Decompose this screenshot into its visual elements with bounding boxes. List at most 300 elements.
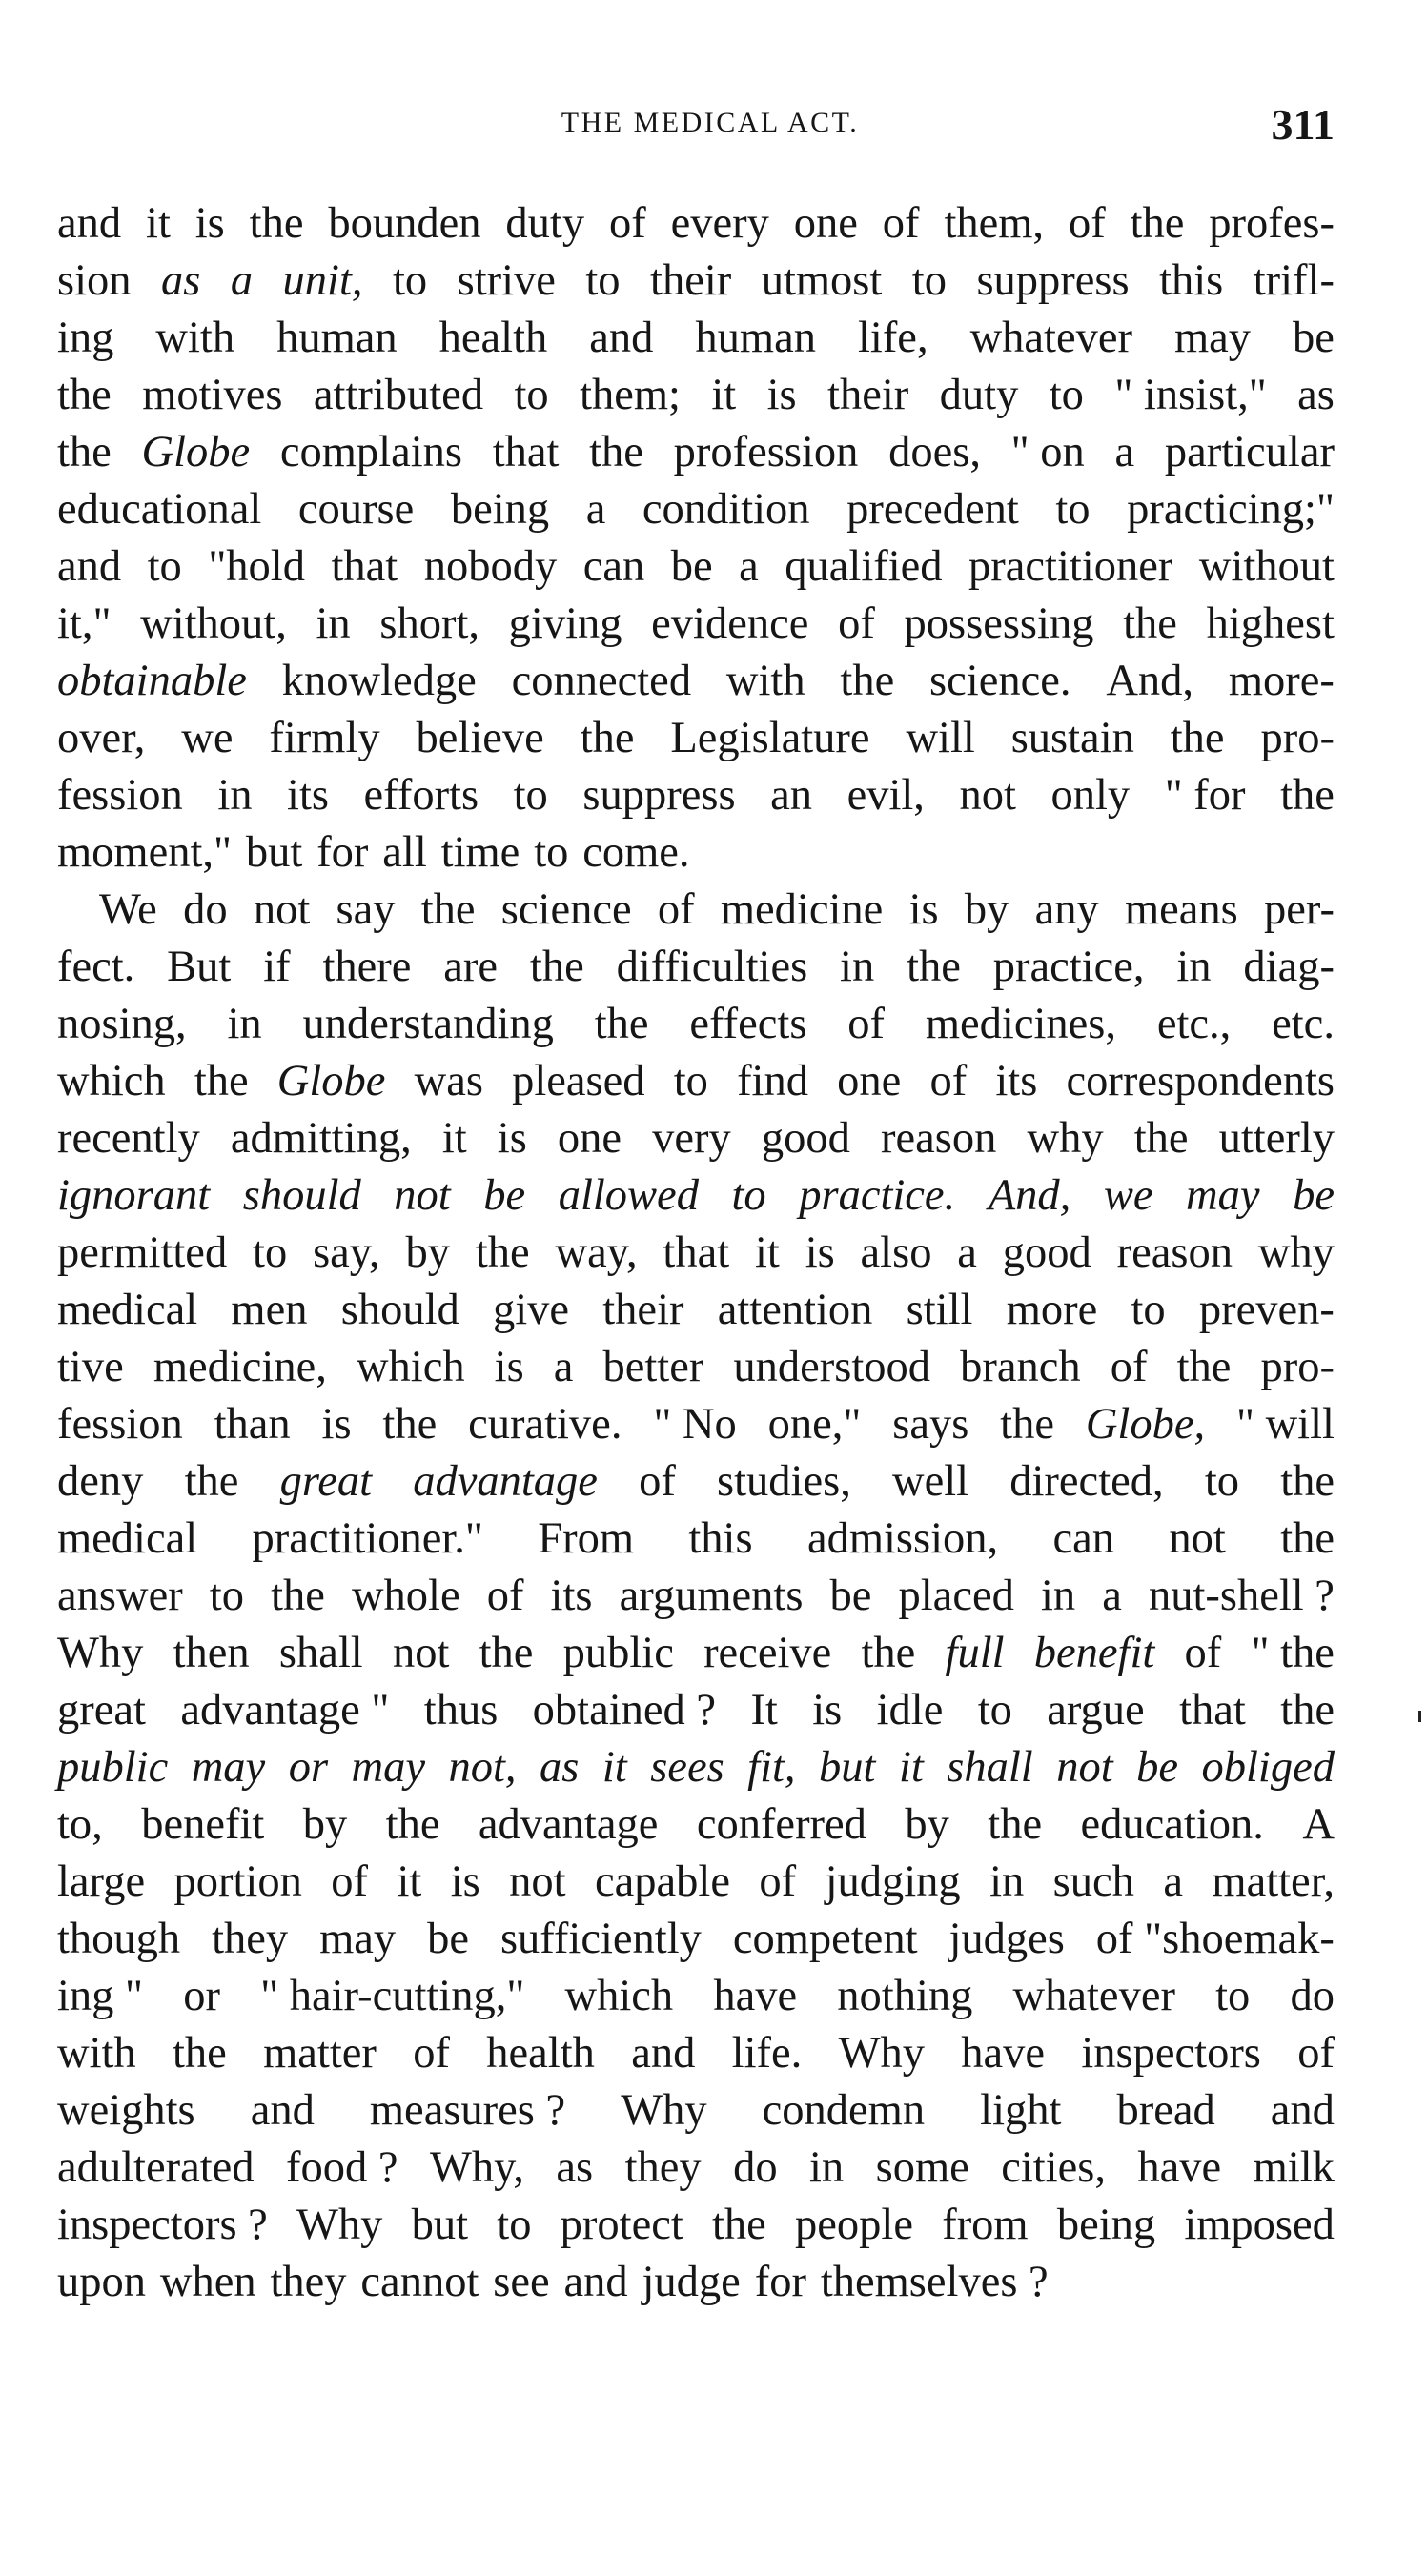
word: a xyxy=(553,1343,574,1391)
word: the xyxy=(907,943,961,991)
word: be xyxy=(1136,1743,1178,1792)
text-line xyxy=(57,596,1335,653)
word: competent xyxy=(732,1915,918,1963)
word: " for xyxy=(1164,771,1246,820)
word: to xyxy=(534,828,569,877)
paragraph-2 xyxy=(57,882,1335,2311)
word: life, xyxy=(857,314,928,362)
word: trifl- xyxy=(1253,256,1335,305)
word: Why xyxy=(838,2029,925,2078)
word: milk xyxy=(1253,2143,1335,2192)
word: is xyxy=(194,199,225,248)
word: of xyxy=(608,199,646,248)
word: sustain xyxy=(1010,714,1134,762)
word: weights xyxy=(57,2086,195,2135)
word: is xyxy=(321,1400,352,1449)
word: large xyxy=(57,1857,146,1906)
word: of xyxy=(1068,199,1106,248)
word: the xyxy=(249,199,304,248)
word: that xyxy=(492,428,560,477)
word: cannot xyxy=(360,2258,479,2306)
word: with xyxy=(155,314,235,362)
word: to, xyxy=(57,1800,103,1849)
word: whatever xyxy=(1012,1972,1175,2020)
word: health xyxy=(486,2029,595,2078)
text-line xyxy=(57,882,1335,939)
word: they xyxy=(624,2143,702,2192)
word: is xyxy=(805,1228,835,1277)
word: being xyxy=(1056,2201,1156,2249)
word: matter, xyxy=(1212,1857,1335,1906)
word: branch xyxy=(960,1343,1081,1391)
word: " No xyxy=(653,1400,737,1449)
word: attributed xyxy=(313,371,484,419)
word: the xyxy=(529,943,584,991)
word: utterly xyxy=(1218,1114,1335,1163)
word: "hold xyxy=(208,542,305,591)
word: says xyxy=(892,1400,969,1449)
text-line xyxy=(57,710,1335,767)
word: profes- xyxy=(1209,199,1335,248)
word: the xyxy=(1123,599,1177,648)
word: Globe xyxy=(276,1057,386,1105)
text-line xyxy=(57,824,1335,882)
word: it xyxy=(898,1743,924,1792)
word: " on xyxy=(1010,428,1085,477)
word: A xyxy=(1302,1800,1335,1849)
word: understood xyxy=(733,1343,931,1391)
word: the xyxy=(1133,1114,1189,1163)
word: " hair-cutting," xyxy=(260,1972,525,2020)
word: can xyxy=(1052,1514,1115,1563)
word: believe xyxy=(416,714,544,762)
word: not xyxy=(1056,1743,1113,1792)
text-line xyxy=(57,2254,1335,2311)
word: shall xyxy=(947,1743,1033,1792)
text-line xyxy=(57,996,1335,1053)
word: attention xyxy=(717,1286,873,1334)
word: be xyxy=(427,1915,469,1963)
word: And, xyxy=(988,1171,1071,1220)
word: precedent xyxy=(846,485,1019,534)
word: to xyxy=(392,256,428,305)
word: its xyxy=(287,771,329,820)
word: as xyxy=(556,2143,594,2192)
word: are xyxy=(443,943,499,991)
word: a xyxy=(585,485,606,534)
word: We xyxy=(99,885,157,934)
word: in xyxy=(1040,1572,1076,1620)
word: conferred xyxy=(696,1800,866,1849)
word: to xyxy=(977,1686,1012,1734)
word: for xyxy=(316,828,369,877)
word: qualified xyxy=(785,542,943,591)
word: It xyxy=(750,1686,778,1734)
word: their xyxy=(602,1286,684,1334)
word: is xyxy=(908,885,939,934)
word: Why xyxy=(621,2086,707,2135)
word: should xyxy=(242,1171,361,1220)
word: pro- xyxy=(1260,714,1335,762)
text-line xyxy=(57,653,1335,710)
word: judge xyxy=(642,2258,741,2306)
word: whatever xyxy=(969,314,1132,362)
word: only xyxy=(1050,771,1131,820)
text-line xyxy=(57,310,1335,367)
word: its xyxy=(550,1572,593,1620)
word: it xyxy=(146,199,171,248)
word: deny xyxy=(57,1457,144,1506)
word: practicing;" xyxy=(1127,485,1335,534)
word: knowledge xyxy=(281,657,477,705)
word: duty xyxy=(939,371,1019,419)
word: the xyxy=(1170,714,1225,762)
word: why xyxy=(1257,1228,1335,1277)
word: of xyxy=(413,2029,450,2078)
word: may xyxy=(319,1915,397,1963)
word: the xyxy=(1280,1457,1335,1506)
word: may xyxy=(191,1743,266,1792)
word: to xyxy=(1204,1457,1239,1506)
word: without, xyxy=(140,599,287,648)
word: obtained ? xyxy=(532,1686,717,1734)
word: to xyxy=(147,542,182,591)
word: may xyxy=(1186,1171,1260,1220)
word: etc. xyxy=(1272,1000,1335,1048)
word: public xyxy=(57,1743,169,1792)
text-line xyxy=(57,538,1335,596)
word: human xyxy=(695,314,816,362)
word: that xyxy=(663,1228,730,1277)
word: it xyxy=(755,1228,780,1277)
word: preven- xyxy=(1198,1286,1335,1334)
word: ignorant xyxy=(57,1171,211,1220)
word: the xyxy=(172,2029,227,2078)
word: connected xyxy=(511,657,692,705)
word: motives xyxy=(142,371,283,419)
word: not xyxy=(509,1857,566,1906)
word: and xyxy=(631,2029,696,2078)
word: a xyxy=(739,542,759,591)
word: without xyxy=(1198,542,1335,591)
word: of xyxy=(1297,2029,1335,2078)
word: is xyxy=(494,1343,524,1391)
word: inspectors xyxy=(1081,2029,1261,2078)
word: well xyxy=(892,1457,969,1506)
word: by xyxy=(405,1228,450,1277)
word: over, xyxy=(57,714,146,762)
word: of xyxy=(929,1057,968,1105)
word: profession xyxy=(673,428,859,477)
word: of xyxy=(1110,1343,1148,1391)
word: more xyxy=(1006,1286,1098,1334)
text-line xyxy=(57,1568,1335,1625)
word: to xyxy=(253,1228,288,1277)
word: with xyxy=(725,657,805,705)
word: whole xyxy=(351,1572,460,1620)
word: that xyxy=(1179,1686,1246,1734)
word: evidence xyxy=(651,599,809,648)
word: of xyxy=(639,1457,676,1506)
word: studies, xyxy=(717,1457,851,1506)
word: of xyxy=(882,199,920,248)
word: the xyxy=(1176,1343,1232,1391)
word: imposed xyxy=(1184,2201,1335,2249)
word: nobody xyxy=(423,542,558,591)
word: of "shoemak- xyxy=(1095,1915,1335,1963)
word: the xyxy=(385,1800,440,1849)
text-line xyxy=(57,1968,1335,2025)
word: medicines, xyxy=(925,1000,1117,1048)
word: allowed xyxy=(558,1171,699,1220)
word: the xyxy=(475,1228,530,1277)
word: fession xyxy=(57,771,183,820)
word: medicine xyxy=(720,885,884,934)
word: to xyxy=(1055,485,1091,534)
running-head xyxy=(57,100,1335,164)
word: bread xyxy=(1116,2086,1215,2135)
word: particular xyxy=(1164,428,1335,477)
text-line xyxy=(57,2197,1335,2254)
word: understanding xyxy=(302,1000,554,1048)
word: And, xyxy=(1106,657,1194,705)
text-line xyxy=(57,1167,1335,1225)
word: upon xyxy=(57,2258,146,2306)
word: have xyxy=(713,1972,798,2020)
word: nosing, xyxy=(57,1000,187,1048)
word: that xyxy=(331,542,398,591)
word: an xyxy=(770,771,812,820)
word: " the xyxy=(1251,1629,1335,1677)
word: the xyxy=(271,1572,325,1620)
word: giving xyxy=(508,599,622,648)
word: unit, xyxy=(282,256,363,305)
word: in xyxy=(227,1000,262,1048)
word: and xyxy=(1270,2086,1335,2135)
word: as xyxy=(160,256,201,305)
word: of xyxy=(759,1857,797,1906)
word: to xyxy=(585,256,621,305)
word: reason xyxy=(881,1114,997,1163)
word: a xyxy=(1102,1572,1122,1620)
word: permitted xyxy=(57,1228,228,1277)
word: was xyxy=(414,1057,483,1105)
word: and xyxy=(250,2086,315,2135)
word: practice, xyxy=(992,943,1145,991)
word: benefit xyxy=(1033,1629,1155,1677)
word: possessing xyxy=(904,599,1094,648)
paragraph-1 xyxy=(57,195,1335,882)
word: thus xyxy=(423,1686,499,1734)
word: do xyxy=(1290,1972,1335,2020)
word: of xyxy=(1184,1629,1222,1677)
word: to xyxy=(673,1057,708,1105)
word: the xyxy=(589,428,643,477)
word: not xyxy=(253,885,311,934)
word: to xyxy=(1131,1286,1166,1334)
word: reason xyxy=(1116,1228,1233,1277)
word: one xyxy=(837,1057,902,1105)
text-line xyxy=(57,939,1335,996)
word: measures ? xyxy=(369,2086,566,2135)
word: good xyxy=(1002,1228,1091,1277)
word: it xyxy=(601,1743,627,1792)
word: cities, xyxy=(1001,2143,1106,2192)
word: as xyxy=(1297,371,1335,419)
word: in xyxy=(217,771,253,820)
word: it," xyxy=(57,599,112,648)
word: the xyxy=(1000,1400,1054,1449)
word: as xyxy=(540,1743,580,1792)
word: of xyxy=(657,885,695,934)
word: advantage xyxy=(413,1457,598,1506)
word: means xyxy=(1124,885,1238,934)
word: is xyxy=(450,1857,480,1906)
word: to xyxy=(1049,371,1084,419)
word: we xyxy=(181,714,234,762)
word: great xyxy=(57,1686,146,1734)
word: can xyxy=(582,542,645,591)
word: judging xyxy=(825,1857,961,1906)
word: ing " xyxy=(57,1972,144,2020)
word: public xyxy=(562,1629,674,1677)
word: not xyxy=(1169,1514,1226,1563)
word: then xyxy=(173,1629,250,1677)
word: the xyxy=(57,371,112,419)
word: one," xyxy=(767,1400,862,1449)
word: it xyxy=(711,371,737,419)
word: the xyxy=(861,1629,916,1677)
word: advantage xyxy=(478,1800,659,1849)
word: will xyxy=(906,714,975,762)
word: when xyxy=(159,2258,256,2306)
word: which xyxy=(356,1343,465,1391)
word: may xyxy=(351,1743,426,1792)
word: but xyxy=(411,2201,469,2249)
word: practitioner." xyxy=(252,1514,483,1563)
word: obtainable xyxy=(57,657,247,705)
word: idle xyxy=(876,1686,944,1734)
word: than xyxy=(214,1400,291,1449)
word: obliged xyxy=(1201,1743,1335,1792)
word: should xyxy=(340,1286,459,1334)
word: medical xyxy=(57,1514,198,1563)
word: life. xyxy=(731,2029,803,2078)
margin-mark xyxy=(1418,1711,1421,1722)
word: moment," xyxy=(57,828,233,877)
word: not xyxy=(394,1171,451,1220)
word: find xyxy=(737,1057,808,1105)
text-line xyxy=(57,424,1335,481)
word: a xyxy=(957,1228,977,1277)
word: give xyxy=(492,1286,570,1334)
word: recently xyxy=(57,1114,200,1163)
word: but xyxy=(819,1743,876,1792)
word: do xyxy=(733,2143,778,2192)
word: all xyxy=(382,828,427,877)
word: matter xyxy=(263,2029,377,2078)
text-line xyxy=(57,2025,1335,2082)
word: be xyxy=(670,542,713,591)
word: fect. xyxy=(57,943,135,991)
word: etc., xyxy=(1156,1000,1232,1048)
word: or xyxy=(183,1972,220,2020)
word: is xyxy=(812,1686,843,1734)
word: good xyxy=(761,1114,850,1163)
word: admitting, xyxy=(230,1114,412,1163)
word: more- xyxy=(1228,657,1335,705)
word: the xyxy=(1280,1514,1335,1563)
word: be xyxy=(1293,1171,1335,1220)
word: science. xyxy=(929,657,1071,705)
word: still xyxy=(906,1286,973,1334)
word: to xyxy=(497,2201,532,2249)
page-number: 311 xyxy=(1271,100,1335,149)
word: benefit xyxy=(141,1800,265,1849)
word: sees xyxy=(650,1743,724,1792)
word: judges xyxy=(948,1915,1065,1963)
word: of xyxy=(331,1857,369,1906)
word: " will xyxy=(1235,1400,1335,1449)
word: by xyxy=(302,1800,348,1849)
text-line xyxy=(57,1911,1335,1968)
text-line xyxy=(57,1511,1335,1568)
word: correspondents xyxy=(1066,1057,1335,1105)
word: the xyxy=(184,1457,239,1506)
word: in xyxy=(989,1857,1025,1906)
word: of xyxy=(486,1572,524,1620)
word: their xyxy=(827,371,909,419)
word: if xyxy=(263,943,291,991)
word: condemn xyxy=(762,2086,926,2135)
word: in xyxy=(809,2143,845,2192)
word: pro- xyxy=(1260,1343,1335,1391)
running-title: THE MEDICAL ACT. xyxy=(561,107,860,138)
text-line xyxy=(57,1682,1335,1739)
word: from xyxy=(942,2201,1029,2249)
word: time xyxy=(440,828,520,877)
word: to xyxy=(514,371,549,419)
word: Globe, xyxy=(1085,1400,1206,1449)
word: answer xyxy=(57,1572,183,1620)
word: shall xyxy=(278,1629,363,1677)
word: the xyxy=(1130,199,1185,248)
word: and xyxy=(57,542,122,591)
word: be xyxy=(483,1171,526,1220)
word: a xyxy=(1114,428,1135,477)
word: suppress xyxy=(582,771,736,820)
word: such xyxy=(1052,1857,1134,1906)
word: firmly xyxy=(269,714,380,762)
word: and xyxy=(57,199,122,248)
word: say xyxy=(336,885,396,934)
word: curative. xyxy=(468,1400,622,1449)
word: nothing xyxy=(837,1972,973,2020)
word: educational xyxy=(57,485,262,534)
word: But xyxy=(167,943,232,991)
word: its xyxy=(995,1057,1038,1105)
word: by xyxy=(964,885,1009,934)
word: the xyxy=(712,2201,766,2249)
word: practice. xyxy=(799,1171,956,1220)
word: medical xyxy=(57,1286,198,1334)
word: be xyxy=(1293,314,1335,362)
word: they xyxy=(212,1915,289,1963)
word: great xyxy=(279,1457,373,1506)
text-line xyxy=(57,367,1335,424)
word: fit, xyxy=(747,1743,796,1792)
word: but xyxy=(245,828,303,877)
